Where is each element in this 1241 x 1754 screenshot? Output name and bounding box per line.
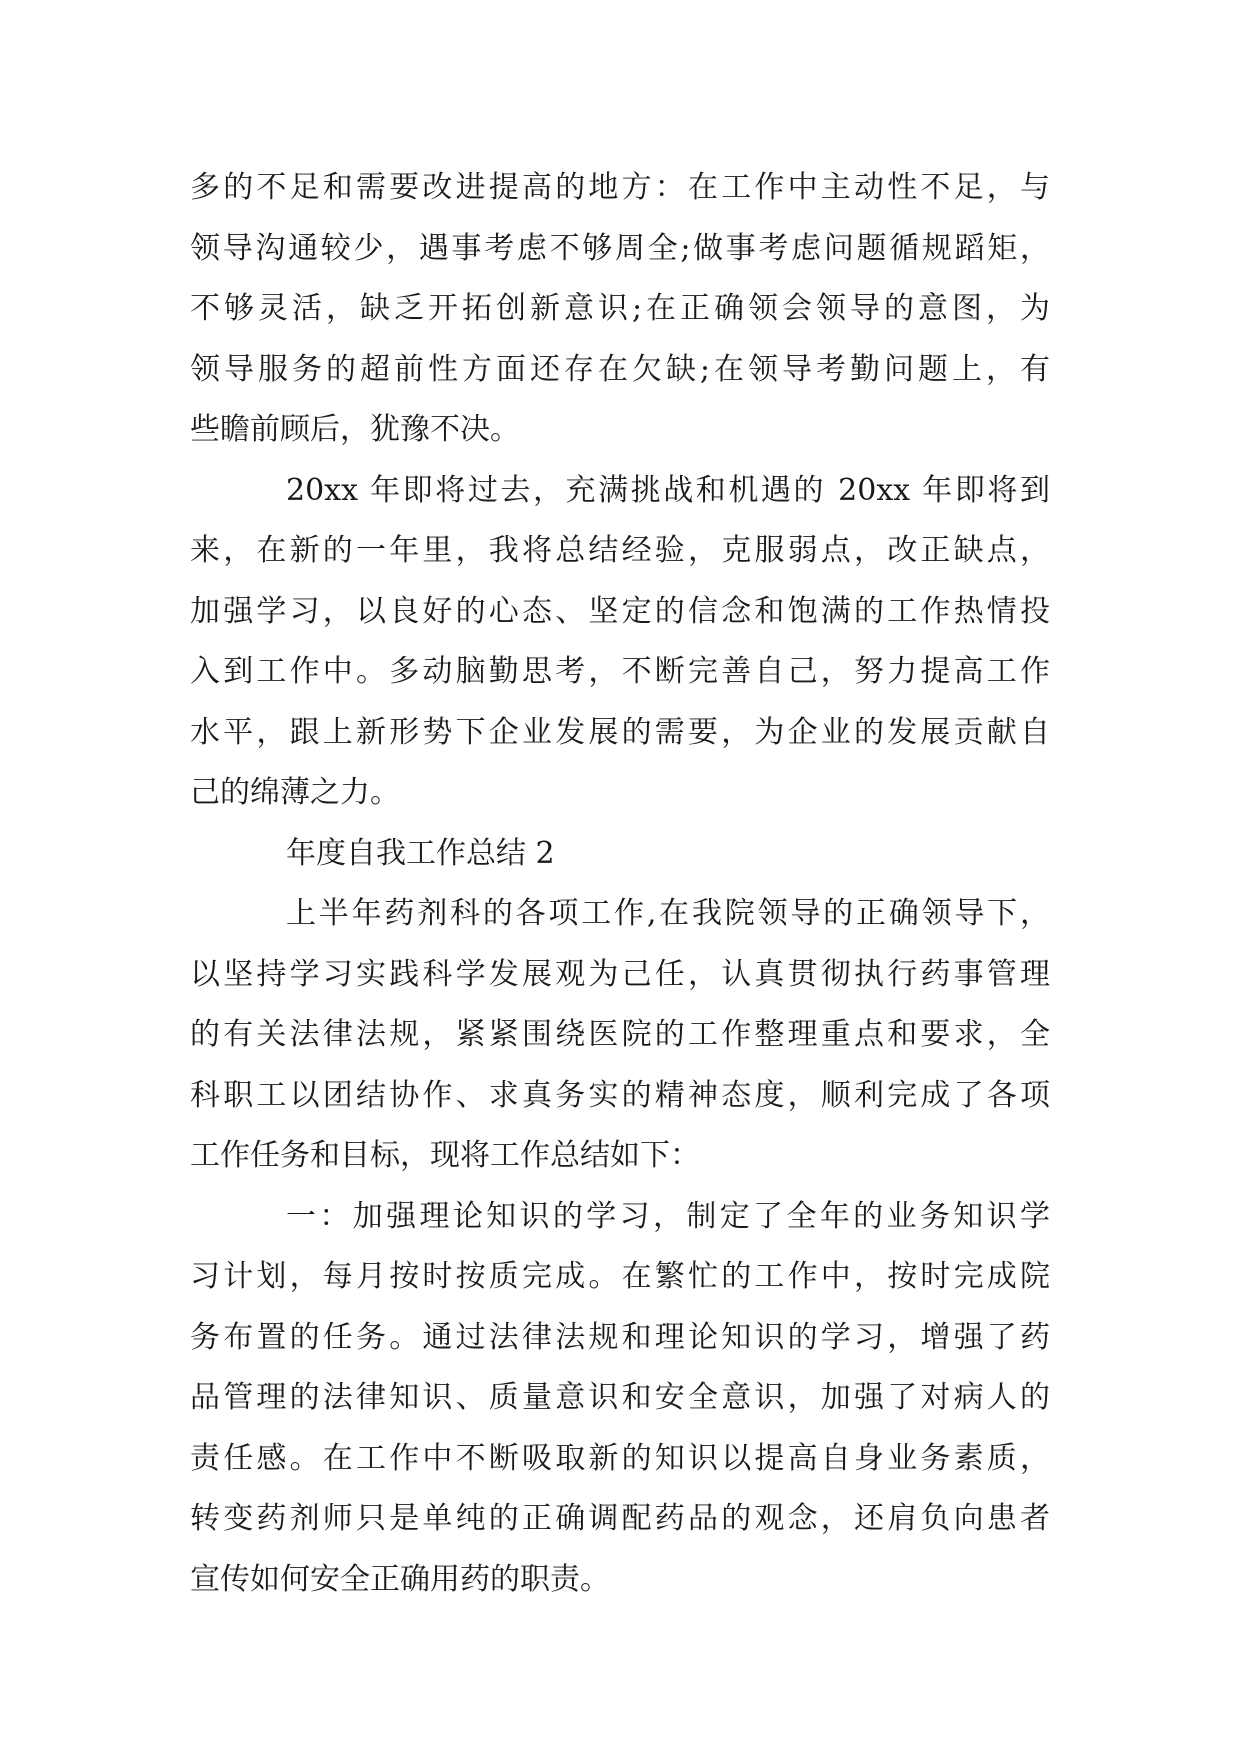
text-line: 工作任务和目标，现将工作总结如下：: [190, 1138, 700, 1173]
text-line: 己的绵薄之力。: [190, 775, 400, 810]
text-line: 入到工作中。多动脑勤思考，不断完善自己，努力提高工作: [190, 654, 1050, 689]
text-line: 务布置的任务。通过法律法规和理论知识的学习，增强了药: [190, 1319, 1050, 1355]
text-line: 加强学习，以良好的心态、坚定的信念和饱满的工作热情投: [190, 593, 1050, 629]
text-line: 转变药剂师只是单纯的正确调配药品的观念，还肩负向患者: [190, 1501, 1050, 1536]
text-line: 习计划，每月按时按质完成。在繁忙的工作中，按时完成院: [190, 1259, 1050, 1294]
section-heading: 年度自我工作总结 2: [286, 835, 555, 871]
text-line: 科职工以团结协作、求真务实的精神态度，顺利完成了各项: [190, 1077, 1050, 1113]
text-line: 来，在新的一年里，我将总结经验，克服弱点，改正缺点，: [190, 533, 1050, 568]
text-line: 上半年药剂科的各项工作,在我院领导的正确领导下，: [286, 896, 1050, 931]
text-line: 一：加强理论知识的学习，制定了全年的业务知识学: [286, 1198, 1050, 1234]
text-line: 的有关法律法规，紧紧围绕医院的工作整理重点和要求，全: [190, 1017, 1050, 1052]
text-line: 多的不足和需要改进提高的地方：在工作中主动性不足，与: [190, 170, 1050, 205]
text-line: 20xx 年即将过去，充满挑战和机遇的 20xx 年即将到: [286, 472, 1050, 508]
text-line: 不够灵活，缺乏开拓创新意识;在正确领会领导的意图，为: [190, 291, 1050, 326]
text-line: 领导沟通较少，遇事考虑不够周全;做事考虑问题循规蹈矩，: [190, 230, 1050, 266]
text-line: 品管理的法律知识、质量意识和安全意识，加强了对病人的: [190, 1380, 1050, 1415]
text-line: 宣传如何安全正确用药的职责。: [190, 1561, 610, 1597]
text-line: 领导服务的超前性方面还存在欠缺;在领导考勤问题上，有: [190, 351, 1050, 387]
text-line: 些瞻前顾后，犹豫不决。: [190, 412, 520, 447]
text-line: 水平，跟上新形势下企业发展的需要，为企业的发展贡献自: [190, 714, 1050, 750]
text-line: 以坚持学习实践科学发展观为己任，认真贯彻执行药事管理: [190, 956, 1050, 992]
document-body: [190, 158, 1050, 1610]
text-line: 责任感。在工作中不断吸取新的知识以提高自身业务素质，: [190, 1440, 1050, 1476]
